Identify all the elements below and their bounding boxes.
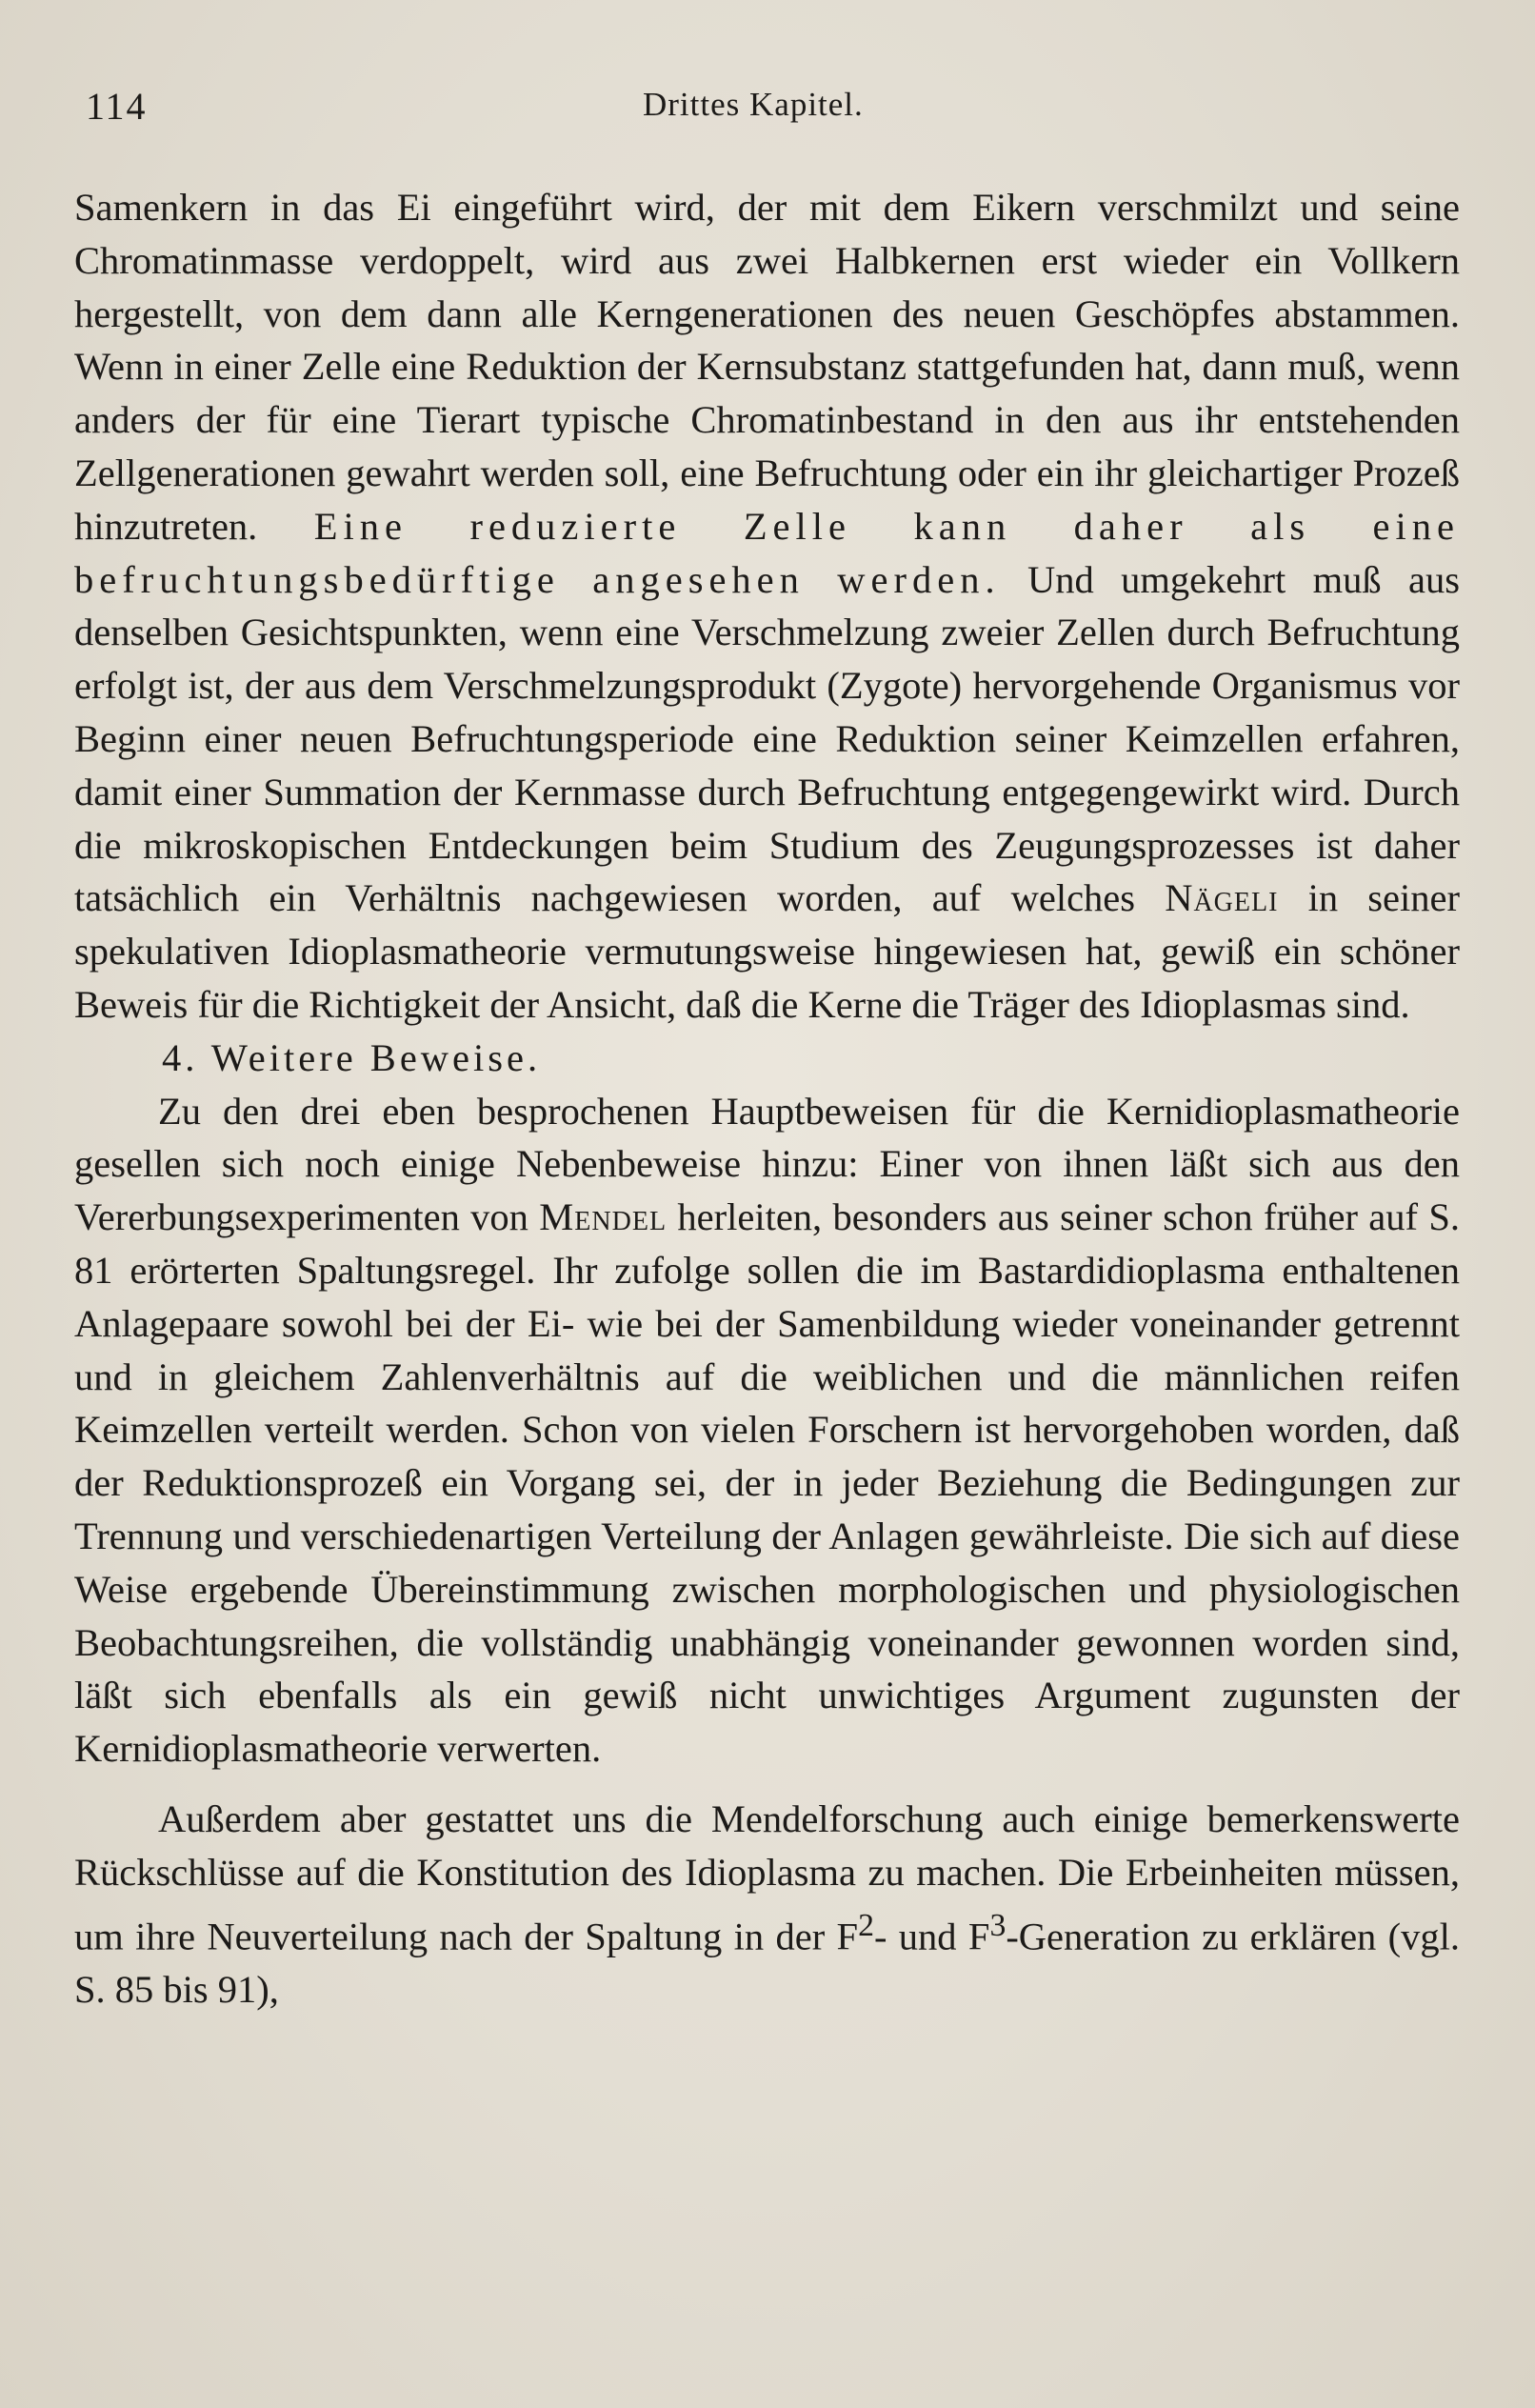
section-number: 4. [162,1035,199,1079]
paragraph-text: Außerdem aber gestattet uns die Mendelforschung auch einige bemerkenswerte Rückschlüsse auf die Konstitution des Idioplasma zu machen. Die Erbeinheiten müssen, um ihre Neuverteilung nach der Spaltung in der F [74,1796,1460,1957]
paragraph-text: - und F [873,1915,990,1957]
page-number: 114 [86,85,148,128]
paragraph-text: Samenkern in das Ei eingeführt wird, der mit dem Eikern verschmilzt und seine Chromatinmasse verdoppelt, wird aus zwei Halbkernen erst wieder ein Vollkern hergestellt, von dem dann alle Kerngenerationen des neuen Geschöpfes abstammen. Wenn in einer Zelle eine Reduktion der Kernsubstanz stattgefunden hat, dann muß, wenn anders der für eine Tierart typische Chromatinbestand in den aus ihr entstehenden Zellgenerationen gewahrt werden soll, eine Befruchtung oder ein ihr gleichartiger Prozeß hinzutreten. [74,186,1460,548]
paragraph-text: Und umgekehrt muß aus denselben Gesichtspunkten, wenn eine Verschmelzung zweier Zellen durch Befruchtung erfolgt ist, der aus dem Verschmelzungsprodukt (Zygote) hervorgehende Organismus vor Beginn einer neuen Befruchtungsperiode eine Reduktion seiner Keimzellen erfahren, damit einer Summation der Kernmasse durch Befruchtung entgegengewirkt wird. Durch die mikroskopischen Entdeckungen beim Studium des Zeugungsprozesses ist daher tatsächlich ein Verhältnis nachgewiesen worden, auf welches [74,557,1461,920]
paragraph-text: in seiner spekulativen Idioplasmatheorie vermutungsweise hingewiesen hat, gewiß ein schöner Beweis für die Richtigkeit der Ansicht, daß die Kerne die Träger des Idioplasmas sind. [74,876,1460,1026]
author-name: Nägeli [1165,876,1279,920]
page-header [86,84,1447,131]
paragraph [74,1085,1460,1776]
paragraph [74,1793,1460,2017]
section-title: Weitere Beweise. [210,1035,542,1079]
paragraph-text: Zu den drei eben besprochenen Hauptbeweisen für die Kernidioplasmatheorie gesellen sich noch einige Nebenbeweise hinzu: Einer von ihnen läßt sich aus den Vererbungsexperimenten von [74,1089,1460,1239]
paragraph-text: -Generation zu erklären (vgl. S. 85 bis 91), [74,1915,1461,2011]
section-heading [74,1032,1460,1085]
superscript: 2 [858,1907,874,1943]
running-title: Drittes Kapitel. [643,86,864,123]
emphasized-text: Eine reduzierte Zelle kann daher als eine befruchtungsbedürftige angesehen werden. [74,504,1461,601]
paragraph-continuation [74,181,1460,1032]
superscript: 3 [989,1907,1007,1943]
paragraph-text: herleiten, besonders aus seiner schon früher auf S. 81 erörterten Spaltungsregel. Ihr zufolge sollen die im Bastardidioplasma enthaltenen Anlagepaare sowohl bei der Ei- wie bei der Samenbildung wieder voneinander getrennt und in gleichem Zahlenverhältnis auf die weiblichen und die männlichen reifen Keimzellen verteilt werden. Schon von vielen Forschern ist hervorgehoben worden, daß der Reduktionsprozeß ein Vorgang sei, der in jeder Beziehung die Bedingungen zur Trennung und verschiedenartigen Verteilung der Anlagen gewährleiste. Die sich auf diese Weise ergebende Übereinstimmung zwischen morphologischen und physiologischen Beobachtungsreihen, die vollständig unabhängig voneinander gewonnen worden sind, läßt sich ebenfalls als ein gewiß nicht unwichtiges Argument zugunsten der Kernidioplasmatheorie verwerten. [74,1195,1461,1771]
body-text [74,181,1460,2017]
author-name: Mendel [539,1195,668,1239]
